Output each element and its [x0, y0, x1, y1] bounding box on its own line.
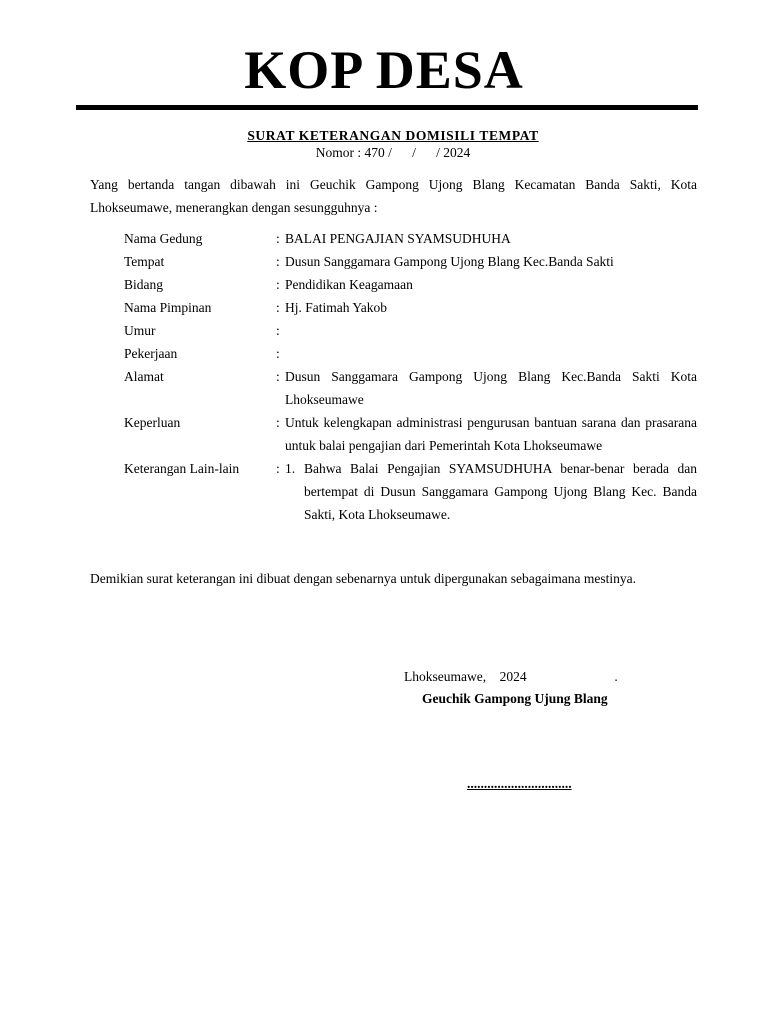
signature-place-date: Lhokseumawe, 2024 . — [404, 669, 618, 684]
field-row-umur — [124, 319, 697, 342]
list-item-number: 1. — [285, 461, 296, 476]
letterhead-rule — [76, 105, 698, 110]
signatory-name-placeholder: ............................... — [467, 776, 572, 791]
field-value — [285, 342, 697, 365]
field-label: Alamat — [124, 369, 164, 384]
detail-fields — [124, 227, 697, 526]
field-colon: : — [276, 369, 280, 384]
field-row-alamat — [124, 365, 697, 411]
field-row-nama-pimpinan — [124, 296, 697, 319]
field-row-nama-gedung — [124, 227, 697, 250]
field-row-keperluan — [124, 411, 697, 457]
field-value — [285, 319, 697, 342]
field-colon: : — [276, 231, 280, 246]
field-label: Pekerjaan — [124, 346, 178, 361]
field-label: Nama Pimpinan — [124, 300, 212, 315]
list-item — [285, 457, 697, 526]
field-row-keterangan — [124, 457, 697, 526]
field-label: Keperluan — [124, 415, 181, 430]
field-colon: : — [276, 461, 280, 476]
signatory-title: Geuchik Gampong Ujung Blang — [422, 691, 608, 706]
field-colon: : — [276, 415, 280, 430]
letter-title: SURAT KETERANGAN DOMISILI TEMPAT — [247, 128, 539, 143]
field-value: Untuk kelengkapan administrasi pengurusan bantuan sarana dan prasarana untuk balai pengajian dari Pemerintah Kota Lhokseumawe — [285, 415, 697, 453]
field-label: Nama Gedung — [124, 231, 203, 246]
keterangan-list — [285, 457, 697, 526]
field-row-pekerjaan — [124, 342, 697, 365]
field-value: Pendidikan Keagamaan — [285, 277, 413, 292]
list-item-text: Bahwa Balai Pengajian SYAMSUDHUHA benar-benar berada dan bertempat di Dusun Sanggamara Gampong Ujong Blang Kec. Banda Sakti, Kota Lhokseumawe. — [304, 461, 697, 522]
field-colon: : — [276, 300, 280, 315]
field-value: Dusun Sanggamara Gampong Ujong Blang Kec.Banda Sakti — [285, 254, 614, 269]
field-value: Dusun Sanggamara Gampong Ujong Blang Kec.Banda Sakti Kota Lhokseumawe — [285, 369, 697, 407]
closing-paragraph: Demikian surat keterangan ini dibuat dengan sebenarnya untuk dipergunakan sebagaimana mestinya. — [90, 571, 636, 586]
field-row-bidang — [124, 273, 697, 296]
field-colon: : — [276, 277, 280, 292]
field-colon: : — [276, 346, 280, 361]
field-colon: : — [276, 323, 280, 338]
field-label: Keterangan Lain-lain — [124, 461, 240, 476]
field-colon: : — [276, 254, 280, 269]
field-value: BALAI PENGAJIAN SYAMSUDHUHA — [285, 231, 511, 246]
field-row-tempat — [124, 250, 697, 273]
field-value: Hj. Fatimah Yakob — [285, 300, 388, 315]
letterhead-title: KOP DESA — [244, 40, 524, 100]
letter-number: Nomor : 470 / / / 2024 — [315, 145, 471, 160]
field-label: Tempat — [124, 254, 165, 269]
intro-paragraph: Yang bertanda tangan dibawah ini Geuchik Gampong Ujong Blang Kecamatan Banda Sakti, Kota Lhokseumawe, menerangkan dengan sesungguhnya : — [90, 177, 697, 215]
field-label: Bidang — [124, 277, 163, 292]
field-label: Umur — [124, 323, 156, 338]
